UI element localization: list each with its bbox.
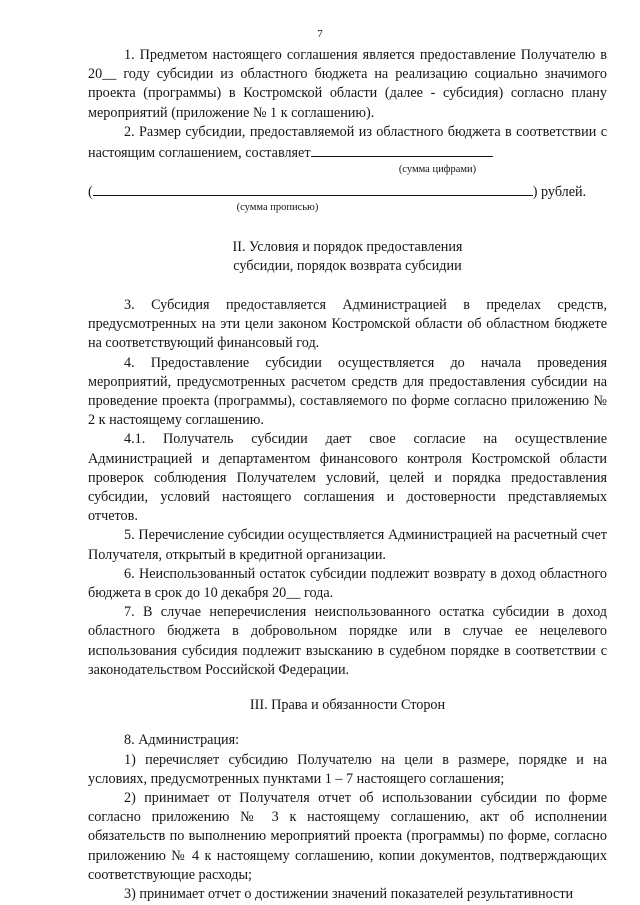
section-3-heading: III. Права и обязанности Сторон bbox=[249, 697, 446, 714]
paragraph-4-1: 4.1. Получатель субсидии дает свое согласие на осуществление Администрацией и департаментом финансового контроля Костромской области проверок соблюдения Получателем условий, целей и порядка предоставления субсидии, условий настоящего соглашения и достоверности представляемых отчетов. bbox=[88, 431, 607, 525]
section-2-heading-line-2: субсидии, порядок возврата субсидии bbox=[233, 257, 462, 274]
paragraph-2 bbox=[88, 123, 607, 163]
paragraph-5: 5. Перечисление субсидии осуществляется Администрацией на расчетный счет Получателя, открытый в кредитной организации. bbox=[88, 527, 607, 563]
caption-sum-digits: (сумма цифрами) bbox=[398, 164, 477, 176]
paragraph-4: 4. Предоставление субсидии осуществляется до начала проведения мероприятий, предусмотренных расчетом средств для предоставления субсидии на проведение проекта (программы), составляемого по форме согласно приложению № 2 к настоящему соглашению. bbox=[88, 354, 607, 429]
section-2-heading-line-1: II. Условия и порядок предоставления bbox=[232, 238, 463, 255]
amount-words-blank bbox=[93, 181, 533, 196]
amount-close-text: ) рублей. bbox=[532, 184, 587, 201]
paragraph-8-item-3: 3) принимает отчет о достижении значений показателей результативности bbox=[124, 885, 574, 902]
paragraph-6: 6. Неиспользованный остаток субсидии подлежит возврату в доход областного бюджета в срок до 10 декабря 20__ года. bbox=[88, 565, 607, 602]
amount-words-row bbox=[88, 181, 607, 200]
paragraph-2-text: 2. Размер субсидии, предоставляемой из областного бюджета в соответствии с настоящим соглашением, составляет bbox=[88, 123, 607, 162]
paragraph-8: 8. Администрация: bbox=[124, 732, 240, 749]
amount-digits-blank bbox=[311, 142, 493, 157]
document-body bbox=[88, 46, 607, 904]
paragraph-3: 3. Субсидия предоставляется Администрацией в пределах средств, предусмотренных на эти цели законом Костромской области об областном бюджете на соответствующий финансовый год. bbox=[88, 297, 607, 352]
caption-sum-words: (сумма прописью) bbox=[236, 202, 319, 214]
paragraph-8-item-1: 1) перечисляет субсидию Получателю на цели в размере, порядке и на условиях, предусмотренных пунктами 1 – 7 настоящего соглашения; bbox=[88, 751, 607, 787]
paragraph-8-item-2: 2) принимает от Получателя отчет об использовании субсидии по форме согласно приложению № 3 к настоящему соглашению, акт об исполнении обязательств по выполнению мероприятий проекта (программы) по форме, согласно приложению № 4 к настоящему соглашению, копии документов, подтверждающих соответствующие расходы; bbox=[88, 789, 607, 883]
amount-open-paren: ( bbox=[88, 184, 93, 201]
paragraph-1: 1. Предметом настоящего соглашения является предоставление Получателю в 20__ году субсидии из областного бюджета на реализацию социально значимого проекта (программы) в Костромской области (далее - субсидия) согласно плану мероприятий (приложение № 1 к соглашению). bbox=[88, 47, 607, 121]
page-number: 7 bbox=[317, 28, 323, 40]
paragraph-7: 7. В случае неперечисления неиспользованного остатка субсидии в доход областного бюджета в добровольном порядке или в случае ее нецелевого использования субсидия подлежит взысканию в судебном порядке в соответствии с законодательством Российской Федерации. bbox=[88, 604, 607, 678]
